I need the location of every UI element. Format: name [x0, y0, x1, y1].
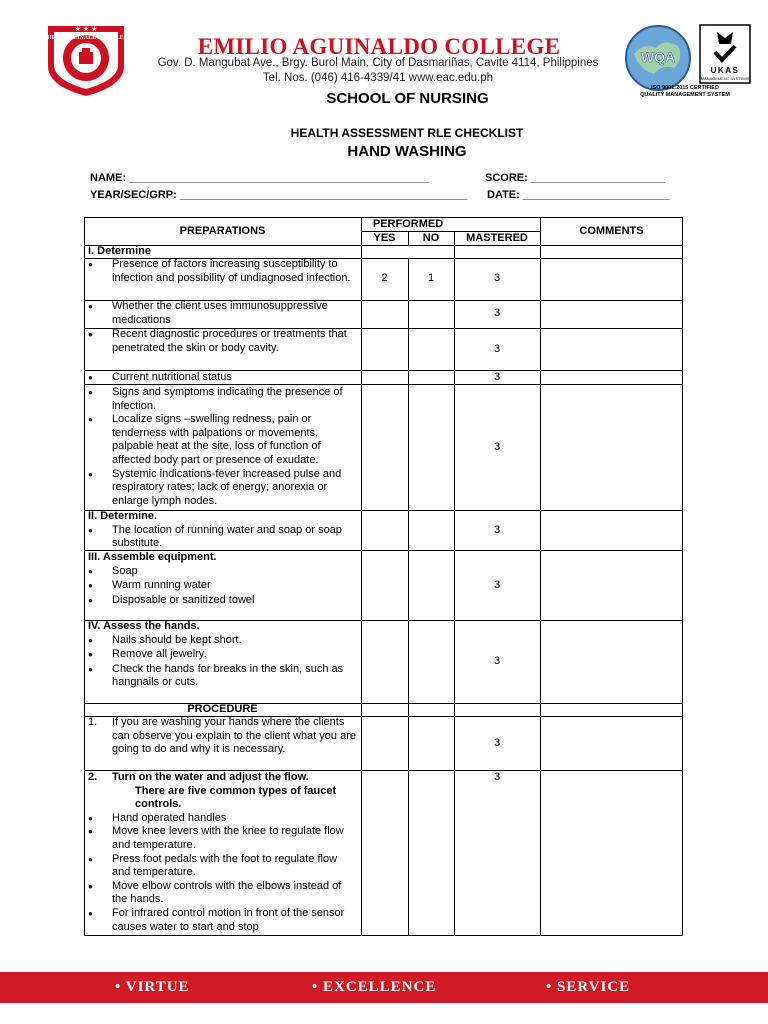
document-title: HAND WASHING — [347, 143, 467, 160]
item-text: Recent diagnostic procedures or treatments that penetrated the skin or body cavity. — [112, 328, 347, 354]
r6-mastered-value: 3 — [493, 524, 501, 536]
item-text: Soap — [112, 564, 138, 577]
footer-excellence: • EXCELLENCE — [312, 979, 437, 995]
year-sec-grp-field: YEAR/SEC/GRP: _______________________________________________ — [90, 189, 468, 201]
procedure-heading: PROCEDURE — [187, 703, 258, 715]
school-name: SCHOOL OF NURSING — [326, 90, 489, 107]
section-1-heading: I. Determine — [88, 245, 151, 257]
svg-text:★ ★ ★: ★ ★ ★ — [74, 26, 98, 33]
section-4: IV. Assess the hands. ● Nails should be kept short. ● Remove all jewelry. ● Check the hands for breaks in the skin, such as hangnails or cuts. — [88, 620, 358, 690]
col-preparations: PREPARATIONS — [179, 225, 266, 237]
item-text: Disposable or sanitized towel — [112, 593, 255, 606]
item-text: Whether the client uses immunosuppressive medications — [112, 300, 328, 326]
r1-no-value: 1 — [427, 272, 435, 284]
item-text: Signs and symptoms indicating the presence of infection. — [112, 386, 343, 412]
col-yes: YES — [373, 232, 396, 244]
section-2-heading: II. Determine. — [88, 510, 158, 522]
ukas-text: UKAS — [710, 66, 740, 75]
checklist-title: HEALTH ASSESSMENT RLE CHECKLIST — [290, 126, 524, 140]
iso-line-2: QUALITY MANAGEMENT SYSTEM — [640, 91, 730, 98]
list-item: ● Signs and symptoms indicating the presence of infection. ● Localize signs –swelling redness, pain or tenderness with palpations or movements, palpable heat at the site, loss of function of affected body part or presence of exudate. ● Systemic indications-fever increased pulse and respiratory rates; lack of energy; anorexia or enlarge lymph nodes. — [88, 386, 358, 508]
r2-mastered-value: 3 — [493, 307, 501, 319]
item-text: Press foot pedals with the foot to regulate flow and temperature. — [112, 852, 338, 879]
step-number: 1. — [88, 716, 98, 728]
col-comments: COMMENTS — [579, 225, 644, 237]
r3-mastered-value: 3 — [493, 343, 501, 355]
item-text: The location of running water and soap or soap substitute. — [112, 523, 342, 550]
address-line-1: Gov. D. Mangubat Ave., Brgy. Burol Main, City of Dasmariñas, Cavite 4114, Philippines — [157, 57, 599, 69]
seal-text: EMILIO AGUINALDO COLLEGE — [44, 35, 128, 41]
section-3: III. Assemble equipment. ● Soap ● Warm running water ● Disposable or sanitized towel — [88, 551, 358, 607]
col-no: NO — [422, 232, 440, 244]
list-item: ● Whether the client uses immunosuppressive medications — [88, 300, 358, 327]
col-performed: PERFORMED — [372, 218, 444, 230]
item-text: For infrared control motion in front of the sensor causes water to start and stop — [112, 906, 345, 933]
col-mastered: MASTERED — [466, 232, 528, 244]
p2-mastered-value: 3 — [493, 771, 501, 783]
r5-mastered-value: 3 — [493, 441, 501, 453]
footer-service: • SERVICE — [546, 979, 631, 995]
list-item: ● Current nutritional status — [88, 371, 232, 383]
item-text: Warm running water — [112, 579, 211, 592]
item-text: Localize signs –swelling redness, pain or tenderness with palpations or movements, palpable heat at the site, loss of function of affected body part or presence of exudate. — [112, 413, 321, 466]
item-text: Systemic indications-fever increased pulse and respiratory rates; lack of energy; anorexia or enlarge lymph nodes. — [112, 467, 342, 507]
r1-mastered-value: 3 — [493, 272, 501, 284]
address-line-2: Tel. Nos. (046) 416-4339/41 www.eac.edu.ph — [262, 72, 494, 84]
date-field: DATE: ________________________ — [487, 189, 670, 201]
r1-yes-value: 2 — [381, 272, 388, 284]
r8-mastered-value: 3 — [493, 655, 501, 667]
step-text: Turn on the water and adjust the flow. — [112, 771, 309, 783]
step-subtext: There are five common types of faucet controls. — [135, 784, 337, 811]
list-item: ● Presence of factors increasing susceptibility to infection and possibility of undiagnosed infection. — [88, 258, 358, 285]
footer-virtue: • VIRTUE — [115, 979, 190, 995]
section-3-heading: III. Assemble equipment. — [88, 551, 217, 563]
step-number: 2. — [88, 771, 98, 783]
procedure-step-2: 2. Turn on the water and adjust the flow. There are five common types of faucet controls. ● Hand operated handles ● Move knee levers with the knee to regulate flow and temperature. ● Press foot pedals with the foot to regulate flow and temperature. ● Move elbow controls with the elbows instead of the hands. ● For infrared control motion in front of the sensor causes water to start and stop — [88, 771, 358, 934]
item-text: Nails should be kept short. — [112, 633, 242, 646]
r7-mastered-value: 3 — [493, 579, 501, 591]
step-text: If you are washing your hands where the clients can observe you explain to the client what you are going to do and why it is necessary. — [112, 716, 356, 756]
procedure-step-1 — [88, 716, 358, 757]
section-2: II. Determine. ● The location of running water and soap or soap substitute. — [88, 510, 358, 551]
r4-mastered-value: 3 — [493, 371, 501, 383]
item-text: Presence of factors increasing susceptibility to infection and possibility of undiagnosed infection. — [112, 258, 351, 284]
p1-mastered-value: 3 — [493, 737, 501, 749]
name-field: NAME: _________________________________________________ — [90, 172, 429, 184]
item-text: Current nutritional status — [112, 371, 232, 383]
footer-banner — [0, 972, 768, 1003]
ukas-subtext: MANAGEMENT SYSTEMS — [700, 76, 750, 81]
item-text: Check the hands for breaks in the skin, such as hangnails or cuts. — [112, 662, 344, 689]
wqa-text: WQA — [640, 49, 676, 65]
college-name: EMILIO AGUINALDO COLLEGE — [197, 34, 561, 59]
item-text: Move knee levers with the knee to regulate flow and temperature. — [112, 825, 344, 851]
iso-line-1: ISO 9001:2015 CERTIFIED — [651, 85, 719, 91]
item-text: Hand operated handles — [112, 811, 227, 824]
list-item: ● Recent diagnostic procedures or treatments that penetrated the skin or body cavity. — [88, 328, 358, 355]
item-text: Remove all jewelry. — [112, 648, 207, 661]
score-field: SCORE: ______________________ — [485, 172, 666, 184]
section-4-heading: IV. Assess the hands. — [88, 620, 200, 632]
item-text: Move elbow controls with the elbows instead of the hands. — [112, 879, 342, 906]
